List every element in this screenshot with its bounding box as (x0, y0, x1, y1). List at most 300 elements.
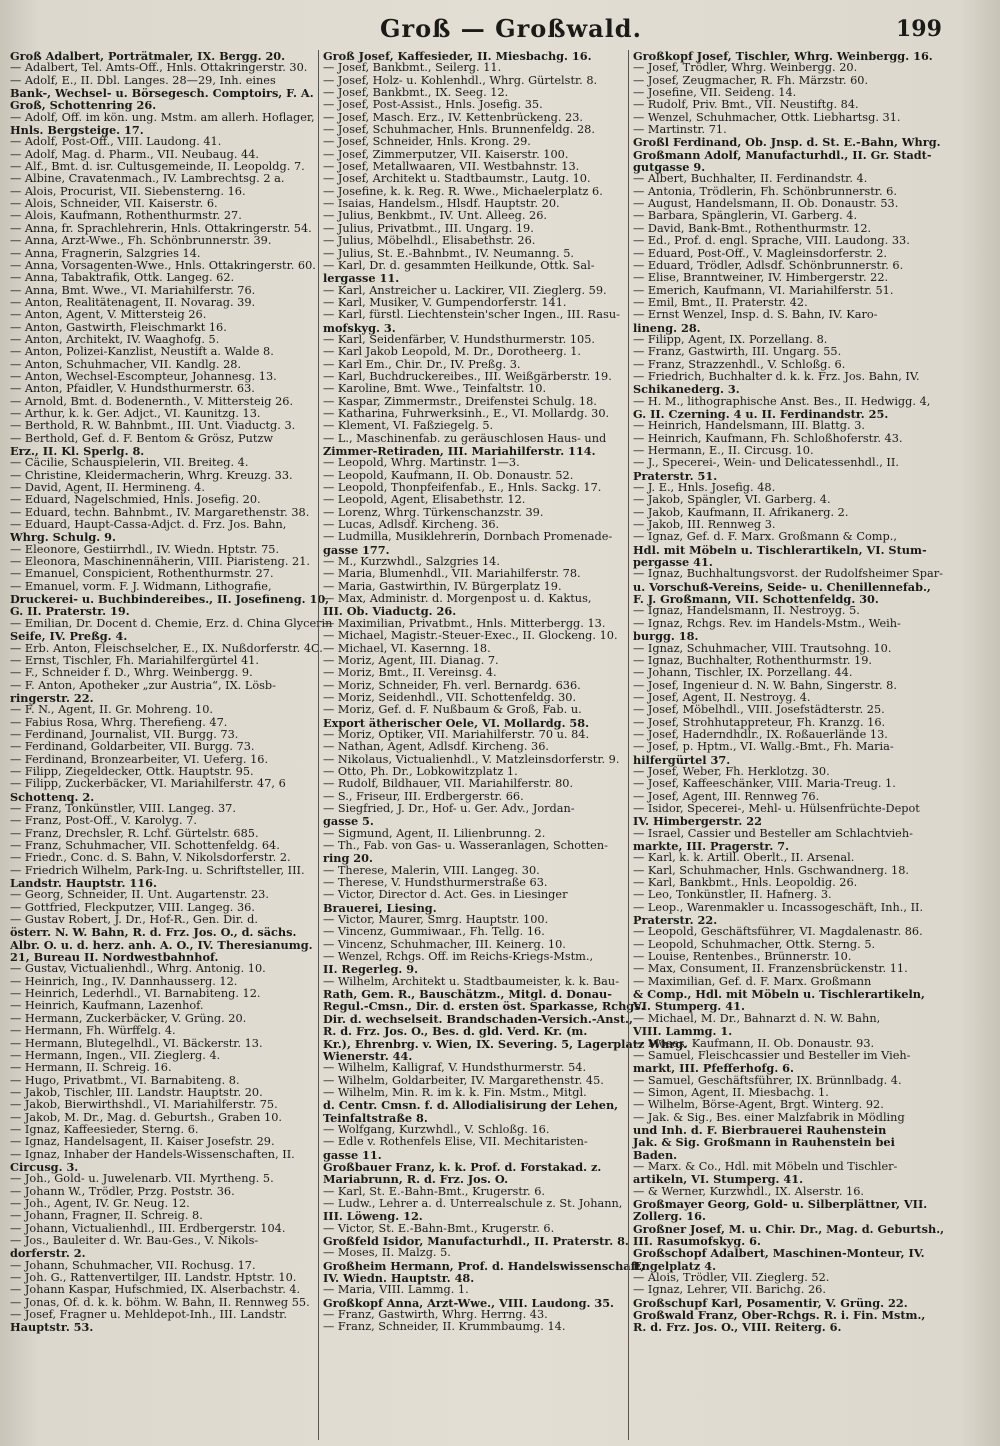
directory-entry-line: — Leopold, Schuhmacher, Ottk. Sterng. 5. (633, 937, 876, 951)
directory-entry-line: — Karl, Dr. d. gesammten Heilkunde, Ottk. Sal- (323, 258, 595, 272)
directory-entry-line: — Rudolf, Priv. Bmt., VII. Neustiftg. 84. (633, 98, 859, 112)
directory-entry-line: — Gottfried, Fleckputzer, VIII. Langeg. 36. (10, 900, 255, 914)
directory-entry-line: Großbauer Franz, k. k. Prof. d. Forstakad. z. (323, 1159, 602, 1174)
directory-entry-line: Druckerei- u. Buchbindereibes., II. Josefineng. 10, (10, 592, 330, 607)
directory-entry-line: — Lorenz, Whrg. Türkenschanzstr. 39. (323, 505, 544, 519)
directory-entry-line: — David, Bank-Bmt., Rothenthurmstr. 12. (633, 221, 872, 235)
directory-entry-line: — Moriz, Agent, III. Dianag. 7. (323, 653, 499, 667)
directory-entry-line: — Ignaz, Handelsagent, II. Kaiser Josefstr. 29. (10, 1135, 275, 1149)
directory-entry-line: — Alf., Bmt. d. isr. Cultusgemeinde, II. Leopoldg. 7. (10, 160, 305, 174)
directory-entry-line: — Anton, Agent, V. Mittersteig 26. (10, 308, 207, 322)
directory-entry-line: — Ferdinand, Journalist, VII. Burgg. 73. (10, 727, 239, 741)
directory-entry-line: — Victor, Director d. Act. Ges. in Liesinger (323, 888, 568, 902)
directory-entry-line: — Ignaz, Gef. d. F. Marx. Großmann & Comp., (633, 530, 897, 544)
directory-entry-line: — Michael, Magistr.-Steuer-Exec., II. Glockeng. 10. (323, 629, 618, 643)
directory-entry-line: — Maria, Blumenhdl., VII. Mariahilferstr. 78. (323, 567, 581, 581)
directory-entry-line: Großner Josef, M. u. Chir. Dr., Mag. d. Geburtsh., (633, 1221, 945, 1236)
directory-entry-line: — Anton, Realitätenagent, II. Novarag. 39. (10, 295, 256, 309)
directory-entry-line: — Josef, Strohhutappreteur, Fh. Kranzg. 16. (633, 715, 886, 729)
directory-entry-line: — Franz, Tonkünstler, VIII. Langeg. 37. (10, 801, 236, 815)
directory-entry-line: u. Vorschuß-Vereins, Seide- u. Chenillennefab., (633, 579, 931, 594)
directory-entry-line: — Moses, II. Malzg. 5. (323, 1246, 451, 1260)
directory-entry-line: — Anna, fr. Sprachlehrerin, Hnls. Ottakringerstr. 54. (10, 221, 312, 235)
directory-entry-line: — Moriz, Gef. d. F. Nußbaum & Groß, Fab. u. (323, 703, 582, 717)
directory-entry-line: Großheim Hermann, Prof. d. Handelswissenschaft, (323, 1258, 645, 1273)
directory-entry-line: Großl Ferdinand, Ob. Jnsp. d. St. E.-Bahn, Whrg. (633, 135, 941, 150)
directory-entry-line: — Heinrich, Kaufmann, Fh. Schloßhoferstr. 43. (633, 431, 903, 445)
directory-entry-line: — Wilhelm, Kalligraf, V. Hundsthurmerstr. 54. (323, 1061, 587, 1075)
directory-entry-line: III. Ob. Viaductg. 26. (323, 604, 457, 619)
directory-entry-line: — Eleonora, Maschinennäherin, VIII. Piaristeng. 21. (10, 555, 310, 569)
directory-entry-line: Großmann Adolf, Manufacturhdl., II. Gr. Stadt- (633, 147, 932, 162)
directory-entry-line: — Wilhelm, Börse-Agent, Brgt. Winterg. 92. (633, 1098, 884, 1112)
directory-entry-line: — Emanuel, Conspicient, Rothenthurmstr. 27. (10, 567, 274, 581)
directory-entry-line: — Josef, Post-Assist., Hnls. Josefig. 35. (323, 98, 543, 112)
directory-entry-line: — Antonia, Trödlerin, Fh. Schönbrunnerstr. 6. (633, 184, 897, 198)
directory-entry-line: — Hermann, II. Schreig. 16. (10, 1061, 172, 1075)
directory-entry-line: gasse 177. (323, 542, 390, 557)
column-3 (628, 50, 947, 1440)
directory-entry-line: — Moriz, Schneider, Fh. verl. Bernardg. 636. (323, 678, 581, 692)
directory-entry-line: — Adolf, E., II. Dbl. Langes. 28—29, Inh. eines (10, 73, 276, 87)
directory-entry-line: — Ferdinand, Bronzearbeiter, VI. Ueferg. 16. (10, 752, 269, 766)
directory-entry-line: — Eduard, Nagelschmied, Hnls. Josefig. 20. (10, 493, 261, 507)
directory-entry-line: — Eduard, Post-Off., V. Magleinsdorferstr. 2. (633, 246, 887, 260)
directory-entry-line: — Ignaz, Lehrer, VII. Barichg. 26. (633, 1283, 826, 1297)
directory-entry-line: — Anna, Vorsagenten-Wwe., Hnls. Ottakringerstr. 60. (10, 258, 316, 272)
directory-entry-line: — Adolf, Mag. d. Pharm., VII. Neubaug. 44. (10, 147, 260, 161)
directory-entry-line: — Ignaz, Inhaber der Handels-Wissenschaften, II. (10, 1147, 295, 1161)
directory-entry-line: Whrg. Schulg. 9. (10, 530, 116, 545)
directory-entry-line: — Leopold, Thonpfeifenfab., E., Hnls. Sackg. 17. (323, 481, 602, 495)
directory-entry-line: — Wilhelm, Min. R. im k. k. Fin. Mstm., Mitgl. (323, 1085, 587, 1099)
directory-entry-line: — Ludw., Lehrer a. d. Unterrealschule z. St. Johann, (323, 1196, 623, 1210)
directory-entry-line: Großwald Franz, Ober-Rchgs. R. i. Fin. Mstm., (633, 1308, 926, 1323)
directory-entry-line: — Franz, Strazzenhdl., V. Schloßg. 6. (633, 357, 846, 371)
directory-entry-line: — Wenzel, Rchgs. Off. im Reichs-Kriegs-Mstm., (323, 950, 594, 964)
directory-entry-line: Großkopf Josef, Tischler, Whrg. Weinbergg. 16. (633, 49, 933, 63)
directory-entry-line: — Franz, Gastwirth, III. Ungarg. 55. (633, 345, 842, 359)
directory-entry-line: — Franz, Schneider, II. Krummbaumg. 14. (323, 1320, 566, 1334)
directory-entry-line: — Friedrich Wilhelm, Park-Ing. u. Schriftsteller, III. (10, 863, 305, 877)
directory-entry-line: — Hermann, E., II. Circusg. 10. (633, 444, 814, 457)
directory-entry-line: ring 20. (323, 851, 373, 866)
directory-entry-line: — Filipp, Agent, IX. Porzellang. 8. (633, 332, 828, 346)
directory-entry-line: Kr.), Ehrenbrg. v. Wien, IX. Severing. 5, Lagerplatz Whrg. (323, 1036, 688, 1051)
directory-entry-line: Dir. d. wechselseit. Brandschaden-Versich.-Anst., (323, 1011, 633, 1026)
directory-entry-line: — Sigmund, Agent, II. Lilienbrunng. 2. (323, 826, 546, 840)
directory-entry-line: — Josef, p. Hptm., VI. Wallg.-Bmt., Fh. Maria- (633, 740, 894, 754)
directory-entry-line: — Leo, Tonkünstler, II. Hafnerg. 3. (633, 888, 832, 902)
directory-entry-line: Großschopf Adalbert, Maschinen-Monteur, IV. (633, 1246, 925, 1261)
directory-entry-line: — Josef, Metallwaaren, VII. Westbahnstr. 13. (323, 160, 580, 174)
directory-entry-line: III. Löweng. 12. (323, 1209, 423, 1224)
directory-entry-line: — Arnold, Bmt. d. Bodenernth., V. Mittersteig 26. (10, 394, 294, 408)
directory-entry-line: hilfergürtel 37. (633, 752, 731, 767)
directory-entry-line: — Julius, Benkbmt., IV. Unt. Alleeg. 26. (323, 209, 548, 223)
directory-entry-line: — Josefine, VII. Seideng. 14. (633, 86, 797, 100)
directory-entry-line: Albr. O. u. d. herz. anh. A. O., IV. Theresianumg. (10, 937, 313, 952)
directory-entry-line: Jak. & Sig. Großmann in Rauhenstein bei (633, 1135, 895, 1150)
directory-entry-line: — David, Agent, II. Hermineng. 4. (10, 481, 205, 495)
directory-entry-line: — Michael, M. Dr., Bahnarzt d. N. W. Bahn, (633, 1011, 881, 1025)
directory-entry-line: — Alois, Procurist, VII. Siebensterng. 16. (10, 184, 246, 198)
directory-entry-line: — Friedrich, Buchhalter d. k. k. Frz. Jos. Bahn, IV. (633, 369, 920, 383)
directory-entry-line: — Siegfried, J. Dr., Hof- u. Ger. Adv., Jordan- (323, 801, 575, 815)
directory-entry-line: — Victor, Maurer, Smrg. Hauptstr. 100. (323, 913, 549, 927)
directory-entry-line: Zimmer-Retiraden, III. Mariahilferstr. 114. (323, 444, 596, 458)
directory-entry-line: — Josef, Ingenieur d. N. W. Bahn, Singerstr. 8. (633, 678, 897, 692)
directory-entry-line: d. Centr. Cmsn. f. d. Allodialisirung der Lehen, (323, 1098, 619, 1113)
directory-entry-line: — Jakob, III. Rennweg 3. (633, 518, 776, 532)
directory-entry-line: — Louise, Rentenbes., Brünnerstr. 10. (633, 950, 852, 964)
directory-entry-line: — Josef, Agent, II. Nestroyg. 4. (633, 690, 811, 704)
directory-entry-line: dorferstr. 2. (10, 1246, 86, 1261)
directory-entry-line: — Josef, Masch. Erz., IV. Kettenbrückeng. 23. (323, 110, 584, 124)
directory-entry-line: Hdl. mit Möbeln u. Tischlerartikeln, VI. Stum- (633, 542, 927, 557)
directory-entry-line: und Inh. d. F. Bierbrauerei Rauhenstein (633, 1122, 887, 1137)
directory-entry-line: — Elise, Branntweiner, IV. Himbergerstr. 22. (633, 271, 889, 285)
directory-entry-line: — Anna, Arzt-Wwe., Fh. Schönbrunnerstr. 39. (10, 234, 272, 248)
directory-entry-line: — Eleonore, Gestiirrhdl., IV. Wiedn. Hptstr. 75. (10, 542, 280, 556)
directory-entry-line: — Julius, Möbelhdl., Elisabethstr. 26. (323, 234, 536, 248)
directory-entry-line: — Hermann, Ingen., VII. Zieglerg. 4. (10, 1048, 221, 1062)
directory-entry-line: — Anton, Polizei-Kanzlist, Neustift a. Walde 8. (10, 345, 274, 359)
page-number: 199 (896, 16, 942, 42)
directory-entry-line: — Eduard, Trödler, Adlsdf. Schönbrunnerstr. 6. (633, 258, 904, 272)
directory-entry-line: — Julius, Privatbmt., III. Ungarg. 19. (323, 221, 534, 235)
directory-entry-line: — Hermann, Blutegelhdl., VI. Bäckerstr. 13. (10, 1036, 263, 1050)
directory-entry-line: Engelplatz 4. (633, 1258, 717, 1273)
directory-entry-line: — Isaias, Handelsm., Hlsdf. Hauptstr. 20. (323, 197, 560, 211)
directory-entry-line: — Nikolaus, Victualienhdl., V. Matzleinsdorferstr. 9. (323, 752, 620, 766)
directory-entry-line: — Ignaz, Buchhalter, Rothenthurmstr. 19. (633, 653, 873, 667)
directory-entry-line: — Leopold, Agent, Elisabethstr. 12. (323, 493, 526, 507)
directory-entry-line: — Josef, Agent, III. Rennweg 76. (633, 789, 820, 803)
directory-entry-line: — Michael, VI. Kasernng. 18. (323, 641, 491, 655)
directory-entry-line: — Franz, Post-Off., V. Karolyg. 7. (10, 814, 197, 828)
directory-entry-line: — F., Schneider f. D., Whrg. Weinbergg. 9. (10, 666, 253, 680)
page-header (0, 14, 1000, 46)
directory-entry-line: — Josef, Bankbmt., IX. Seeg. 12. (323, 86, 509, 100)
directory-entry-line: F. J. Großmann, VII. Schottenfeldg. 30. (633, 592, 879, 607)
directory-entry-line: — Alois, Trödler, VII. Zieglerg. 52. (633, 1271, 830, 1285)
directory-entry-line: II. Regerleg. 9. (323, 962, 419, 977)
directory-entry-line: — Joh., Agent, IV. Gr. Neug. 12. (10, 1196, 190, 1210)
directory-entry-line: pergasse 41. (633, 555, 713, 570)
directory-entry-line: — Josef, Weber, Fh. Herklotzg. 30. (633, 764, 830, 778)
directory-entry-line: — Ludmilla, Musiklehrerin, Dornbach Promenade- (323, 530, 613, 544)
directory-entry-line: — Klement, VI. Faßziegelg. 5. (323, 419, 494, 433)
directory-entry-line: Regul.-Cmsn., Dir. d. ersten öst. Sparkasse, Rchgs. (323, 999, 645, 1014)
directory-entry-line: — Jakob, Spängler, VI. Garberg. 4. (633, 493, 831, 507)
directory-entry-line: — Christine, Kleidermacherin, Whrg. Kreuzg. 33. (10, 468, 293, 482)
directory-entry-line: — Karl Jakob Leopold, M. Dr., Dorotheerg. 1. (323, 345, 582, 359)
directory-entry-line: — Max, Consument, II. Franzensbrückenstr. 11. (633, 962, 908, 976)
directory-entry-line: Circusg. 3. (10, 1159, 79, 1174)
directory-entry-line: — F. Anton, Apotheker „zur Austria“, IX. Lösb- (10, 678, 276, 692)
directory-entry-line: — Vincenz, Gummiwaar., Fh. Tellg. 16. (323, 925, 545, 939)
directory-entry-line: — Leopold, Whrg. Martinstr. 1—3. (323, 456, 520, 470)
directory-entry-line: markt, III. Pfefferhofg. 6. (633, 1061, 794, 1076)
directory-entry-line: österr. N. W. Bahn, R. d. Frz. Jos. O., d. sächs. (10, 925, 297, 940)
directory-entry-line: — Anna, Fragnerin, Salzgries 14. (10, 246, 201, 260)
directory-entry-line: — H. M., lithographische Anst. Bes., II. Hedwigg. 4, (633, 394, 931, 408)
directory-entry-line: — L., Maschinenfab. zu geräuschlosen Haus- und (323, 431, 607, 445)
directory-entry-line: — Hermann, Zuckerbäcker, V. Grüng. 20. (10, 1011, 247, 1025)
directory-entry-line: — Josef, Schneider, Hnls. Krong. 29. (323, 135, 531, 149)
directory-entry-line: — Ignaz, Buchhaltungsvorst. der Rudolfsheimer Spar- (633, 567, 943, 581)
directory-entry-line: — Ignaz, Schuhmacher, VIII. Trautsohng. 10. (633, 641, 892, 655)
directory-entry-line: — Josef, Haderndhdlr., IX. Roßauerlände 13. (633, 727, 888, 741)
directory-entry-line: artikeln, VI. Stumperg. 41. (633, 1172, 804, 1187)
directory-entry-line: — Israel, Cassier und Besteller am Schlachtvieh- (633, 826, 913, 840)
directory-entry-line: — Emerich, Kaufmann, VI. Mariahilferstr. 51. (633, 283, 894, 297)
directory-entry-line: Praterstr. 51. (633, 468, 718, 483)
directory-entry-line: — J. E., Hnls. Josefig. 48. (633, 481, 776, 495)
directory-entry-line: — Eduard, Haupt-Cassa-Adjct. d. Frz. Jos. Bahn, (10, 518, 287, 532)
directory-entry-line: Teinfaltstraße 8. (323, 1110, 428, 1125)
directory-entry-line: — Anton, Schuhmacher, VII. Kandlg. 28. (10, 357, 242, 371)
directory-entry-line: — August, Handelsmann, II. Ob. Donaustr. 53. (633, 197, 899, 211)
page-title: Groß — Großwald. (380, 14, 642, 43)
directory-entry-line: — Anna, Bmt. Wwe., VI. Mariahilferstr. 76. (10, 283, 256, 297)
directory-entry-line: Groß Josef, Kaffesieder, II. Miesbachg. 16. (323, 49, 592, 63)
directory-entry-line: Seife, IV. Preßg. 4. (10, 629, 128, 644)
directory-entry-line: — Jos., Bauleiter d. Wr. Bau-Ges., V. Nikols- (10, 1234, 259, 1247)
directory-entry-line: — Isidor, Specerei-, Mehl- u. Hülsenfrüchte-Depot (633, 801, 920, 815)
directory-entry-line: Bank-, Wechsel- u. Börsegesch. Comptoirs, F. A. (10, 86, 314, 101)
directory-entry-line: — J., Specerei-, Wein- und Delicatessenhdl., II. (633, 456, 899, 470)
directory-entry-line: — Anna, Tabaktrafik, Ottk. Langeg. 62. (10, 271, 235, 285)
directory-entry-line: — Lucas, Adlsdf. Kircheng. 36. (323, 518, 500, 532)
directory-entry-line: — Georg, Schneider, II. Unt. Augartenstr. 23. (10, 888, 269, 902)
directory-entry-line: — Josef, Zimmerputzer, VII. Kaiserstr. 100. (323, 147, 569, 161)
directory-entry-line: — Jonas, Of. d. k. k. böhm. W. Bahn, II. Rennweg 55. (10, 1295, 310, 1309)
directory-entry-line: gasse 11. (323, 1147, 382, 1162)
directory-entry-line: — Heinrich, Ing., IV. Dannhausserg. 12. (10, 974, 238, 988)
directory-entry-line: — S., Friseur, III. Erdbergerstr. 66. (323, 789, 524, 803)
directory-entry-line: 21, Bureau II. Nordwestbahnhof. (10, 950, 219, 965)
directory-entry-line: — Nathan, Agent, Adlsdf. Kircheng. 36. (323, 740, 549, 754)
directory-entry-line: — Ernst Wenzel, Insp. d. S. Bahn, IV. Karo- (633, 308, 878, 322)
directory-entry-line: Großschupf Karl, Posamentir, V. Grüng. 22. (633, 1295, 908, 1310)
directory-entry-line: — Maria, VIII. Lammg. 1. (323, 1283, 469, 1297)
directory-entry-line: — Vincenz, Schuhmacher, III. Keinerg. 10. (323, 937, 566, 951)
directory-entry-line: — Johann, Tischler, IX. Porzellang. 44. (633, 666, 853, 680)
directory-entry-line: — Franz, Schuhmacher, VII. Schottenfeldg. 64. (10, 839, 280, 852)
directory-entry-line: — Jakob, M. Dr., Mag. d. Geburtsh., Graben 10. (10, 1110, 282, 1124)
directory-entry-line: — Anton, Architekt, IV. Waaghofg. 5. (10, 332, 220, 346)
directory-entry-line: — Fabius Rosa, Whrg. Therefieng. 47. (10, 715, 228, 729)
directory-entry-line: — Franz, Gastwirth, Whrg. Herrng. 43. (323, 1308, 548, 1322)
directory-entry-line: — Ignaz, Rchgs. Rev. im Handels-Mstm., Weih- (633, 616, 901, 630)
directory-entry-line: — Ignaz, Kaffeesieder, Sterng. 6. (10, 1122, 199, 1136)
directory-entry-line: — Emilian, Dr. Docent d. Chemie, Erz. d. China Glycerin (10, 616, 333, 630)
directory-entry-line: — Karoline, Bmt. Wwe., Teinfaltstr. 10. (323, 382, 547, 396)
directory-entry-line: Wienerstr. 44. (323, 1048, 413, 1063)
directory-entry-line: — Wolfgang, Kurzwhdl., V. Schloßg. 16. (323, 1122, 550, 1136)
directory-entry-line: — Josef, Holz- u. Kohlenhdl., Whrg. Gürtelstr. 8. (323, 73, 598, 87)
directory-entry-line: — Maximilian, Gef. d. F. Marx. Großmann (633, 974, 872, 988)
directory-entry-line: — Johann Kaspar, Hufschmied, IX. Alserbachstr. 4. (10, 1283, 301, 1297)
directory-entry-line: — Leopold, Kaufmann, II. Ob. Donaustr. 52. (323, 468, 574, 482)
directory-entry-line: — Hermann, Fh. Würffelg. 4. (10, 1024, 176, 1038)
directory-entry-line: — Jakob, Bierwirthshdl., VI. Mariahilferstr. 75. (10, 1098, 278, 1112)
directory-entry-line: — Simon, Agent, II. Miesbachg. 1. (633, 1085, 829, 1099)
directory-entry-line: — Johann, Victualienhdl., III. Erdbergerstr. 104. (10, 1221, 286, 1235)
directory-entry-line: — Joh., Gold- u. Juwelenarb. VII. Myrtheng. 5. (10, 1172, 274, 1186)
directory-entry-line: G. II. Czerning. 4 u. II. Ferdinandstr. 25. (633, 406, 889, 421)
directory-entry-line: — Karl, Bankbmt., Hnls. Leopoldig. 26. (633, 876, 858, 890)
directory-entry-line: — Julius, St. E.-Bahnbmt., IV. Neumanng. 5. (323, 246, 574, 260)
directory-entry-line: — Arthur, k. k. Ger. Adjct., VI. Kaunitzg. 13. (10, 406, 261, 420)
directory-entry-line: — Moriz, Bmt., II. Vereinsg. 4. (323, 666, 497, 680)
directory-entry-line: — Alois, Schneider, VII. Kaiserstr. 6. (10, 197, 218, 211)
directory-entry-line: — Erb. Anton, Fleischselcher, E., IX. Nußdorferstr. 4C. (10, 641, 323, 655)
directory-entry-line: — Gustav Robert, J. Dr., Hof-R., Gen. Dir. d. (10, 913, 258, 927)
directory-entry-line: — Maximilian, Privatbmt., Hnls. Mitterbergg. 13. (323, 616, 606, 630)
directory-entry-line: markte, III. Pragerstr. 7. (633, 839, 789, 853)
directory-entry-line: — Marx. & Co., Hdl. mit Möbeln und Tischler- (633, 1159, 898, 1173)
directory-entry-line: — Leopold, Geschäftsführer, VI. Magdalenastr. 86. (633, 925, 923, 939)
directory-entry-line: Schottenq. 2. (10, 789, 95, 804)
directory-entry-line: Hnls. Bergsteige. 17. (10, 123, 144, 138)
directory-entry-line: — Karl, St. E.-Bahn-Bmt., Krugerstr. 6. (323, 1184, 545, 1198)
directory-entry-line: gutgasse 9. (633, 160, 706, 175)
directory-entry-line: — Moriz, Seidenhdl., VII. Schottenfeldg. 30. (323, 690, 577, 704)
directory-entry-line: — Otto, Ph. Dr., Lobkowitzplatz 1. (323, 764, 518, 778)
directory-entry-line: — Karl, Seidenfärber, V. Hundsthurmerstr. 105. (323, 332, 595, 346)
directory-entry-line: — Katharina, Fuhrwerksinh., E., VI. Mollardg. 30. (323, 406, 610, 420)
directory-entry-line: — Ernst, Tischler, Fh. Mariahilfergürtel 41. (10, 653, 259, 667)
directory-entry-line: — Karl, Schuhmacher, Hnls. Gschwandnerg. 18. (633, 863, 910, 877)
directory-entry-line: — Emil, Bmt., II. Praterstr. 42. (633, 295, 808, 309)
directory-entry-line: lineng. 28. (633, 320, 701, 335)
directory-entry-line: Mariabrunn, R. d. Frz. Jos. O. (323, 1172, 509, 1187)
directory-entry-line: — Adolf, Post-Off., VIII. Laudong. 41. (10, 135, 222, 149)
directory-entry-line: — Josef, Kaffeeschänker, VIII. Maria-Treug. 1. (633, 777, 896, 791)
directory-entry-line: G. II. Praterstr. 19. (10, 604, 130, 619)
directory-entry-line: — Jakob, Kaufmann, II. Afrikanerg. 2. (633, 505, 849, 519)
directory-entry-line: — Karl, k. k. Artill. Oberlt., II. Arsenal. (633, 851, 855, 865)
directory-entry-line: Schikanederg. 3. (633, 382, 740, 397)
directory-entry-line: III. Rasumofskyg. 6. (633, 1234, 761, 1248)
directory-entry-line: — Jakob, Tischler, III. Landstr. Hauptstr. 20. (10, 1085, 263, 1099)
directory-entry-line: Baden. (633, 1147, 678, 1162)
directory-entry-line: burgg. 18. (633, 629, 699, 644)
directory-entry-line: — Heinrich, Handelsmann, III. Blattg. 3. (633, 419, 865, 433)
directory-entry-line: — Hugo, Privatbmt., VI. Barnabiteng. 8. (10, 1073, 240, 1087)
directory-entry-line: — Franz, Drechsler, R. Lchf. Gürtelstr. 685. (10, 826, 259, 840)
directory-entry-line: — Wenzel, Schuhmacher, Ottk. Liebhartsg. 31. (633, 110, 901, 124)
directory-entry-line: — Barbara, Spänglerin, VI. Garberg. 4. (633, 209, 858, 223)
directory-entry-line: — Adalbert, Tel. Amts-Off., Hnls. Ottakringerstr. 30. (10, 61, 308, 75)
directory-entry-line: VI. Stumperg. 41. (633, 999, 745, 1014)
directory-entry-line: — Therese, Malerin, VIII. Langeg. 30. (323, 863, 540, 877)
directory-entry-line: VIII. Lammg. 1. (633, 1024, 733, 1039)
directory-entry-line: — Samuel, Fleischcassier und Besteller im Vieh- (633, 1048, 911, 1062)
directory-entry-line: — Rudolf, Bildhauer, VII. Mariahilferstr. 80. (323, 777, 574, 791)
directory-entry-line: — Martinstr. 71. (633, 123, 727, 137)
directory-entry-line: — Josefine, k. k. Reg. R. Wwe., Michaelerplatz 6. (323, 184, 603, 198)
directory-entry-line: — F. N., Agent, II. Gr. Mohreng. 10. (10, 703, 214, 717)
directory-entry-line: — Karl, Musiker, V. Gumpendorferstr. 141. (323, 295, 567, 309)
directory-entry-line: — Kaspar, Zimmermstr., Dreifenstei Schulg. 18. (323, 394, 597, 408)
directory-entry-line: — Joh. G., Rattenvertilger, III. Landstr. Hptstr. 10. (10, 1271, 297, 1285)
directory-entry-line: — Heinrich, Lederhdl., VI. Barnabiteng. 12. (10, 987, 261, 1001)
directory-entry-line: — Anton, Wechsel-Escompteur, Johannesg. 13. (10, 369, 277, 383)
directory-entry-line: — Karl, Anstreicher u. Lackirer, VII. Zieglerg. 59. (323, 283, 607, 297)
directory-entry-line: — Josef, Fragner u. Mehldepot-Inh., III. Landstr. (10, 1308, 287, 1322)
directory-entry-line: IV. Himbergerstr. 22 (633, 814, 763, 829)
directory-entry-line: — Albert, Buchhalter, II. Ferdinandstr. 4. (633, 172, 868, 186)
directory-entry-line: — Emanuel, vorm. F. J. Widmann, Lithografie, (10, 579, 272, 593)
directory-entry-line: — Filipp, Ziegeldecker, Ottk. Hauptstr. 95. (10, 764, 254, 778)
directory-entry-line: — Heinrich, Kaufmann, Lazenhof. (10, 999, 204, 1013)
directory-entry-line: — Ignaz, Handelsmann, II. Nestroyg. 5. (633, 604, 860, 618)
directory-entry-line: Hauptstr. 53. (10, 1320, 94, 1335)
directory-entry-line: Großkopf Anna, Arzt-Wwe., VIII. Laudong. 35. (323, 1295, 614, 1310)
directory-entry-line: — Josef, Architekt u. Stadtbaumstr., Lautg. 10. (323, 172, 591, 186)
directory-entry-line: Praterstr. 22. (633, 913, 718, 928)
directory-entry-line: — Alois, Kaufmann, Rothenthurmstr. 27. (10, 209, 242, 223)
directory-entry-line: — Karl Em., Chir. Dr., IV. Preßg. 3. (323, 357, 521, 371)
directory-entry-line: — Jak. & Sig., Bes. einer Malzfabrik in Mödling (633, 1110, 905, 1124)
directory-entry-line: — Edle v. Rothenfels Elise, VII. Mechitaristen- (323, 1135, 588, 1149)
directory-entry-line: — Moses, Kaufmann, II. Ob. Donaustr. 93. (633, 1036, 875, 1050)
directory-entry-line: — Adolf, Off. im kön. ung. Mstm. am allerh. Hoflager, (10, 110, 315, 124)
directory-entry-line: Brauerei, Liesing. (323, 900, 437, 915)
directory-entry-line: Großfeld Isidor, Manufacturhdl., II. Praterstr. 8. (323, 1234, 629, 1248)
directory-entry-line: Zollerg. 16. (633, 1209, 706, 1224)
directory-entry-line: IV. Wiedn. Hauptstr. 48. (323, 1271, 475, 1286)
directory-entry-line: — Karl, Buchdruckereibes., III. Weißgärberstr. 19. (323, 369, 612, 383)
directory-entry-line: — Filipp, Zuckerbäcker, VI. Mariahilferstr. 47, 6 (10, 777, 286, 791)
directory-entry-line: — Karl, fürstl. Liechtenstein'scher Ingen., III. Rasu- (323, 308, 620, 322)
directory-entry-line: R. d. Frz. Jos. O., VIII. Reiterg. 6. (633, 1320, 842, 1335)
directory-entry-line: — Josef, Trödler, Whrg. Weinbergg. 20. (633, 61, 858, 75)
directory-entry-line: Großmayer Georg, Gold- u. Silberplättner, VII. (633, 1196, 928, 1211)
directory-entry-line: — Ed., Prof. d. engl. Sprache, VIII. Laudong. 33. (633, 234, 910, 248)
directory-entry-line: gasse 5. (323, 814, 374, 829)
directory-entry-line: Export ätherischer Oele, VI. Mollardg. 58. (323, 715, 590, 730)
directory-entry-line: — Gustav, Victualienhdl., Whrg. Antonig. 10. (10, 962, 266, 976)
directory-entry-line: — Therese, V. Hundsthurmerstraße 63. (323, 876, 548, 890)
directory-entry-line: — Eduard, techn. Bahnbmt., IV. Margarethenstr. 38. (10, 505, 310, 519)
directory-entry-line: — Berthold, Gef. d. F. Bentom & Grösz, Putzw (10, 431, 274, 445)
directory-entry-line: — Johann W., Trödler, Przg. Poststr. 36. (10, 1184, 235, 1198)
directory-entry-line: Landstr. Hauptstr. 116. (10, 876, 157, 891)
directory-entry-line: — Wilhelm, Goldarbeiter, IV. Margarethenstr. 45. (323, 1073, 604, 1087)
directory-entry-line: — Victor, St. E.-Bahn-Bmt., Krugerstr. 6. (323, 1221, 555, 1235)
directory-entry-line: Groß Adalbert, Porträtmaler, IX. Bergg. 20. (10, 49, 286, 63)
directory-entry-line: — Josef, Zeugmacher, R. Fh. Märzstr. 60. (633, 73, 869, 87)
directory-entry-line: ringerstr. 22. (10, 690, 94, 705)
directory-entry-line: & Comp., Hdl. mit Möbeln u. Tischlerartikeln, (633, 987, 925, 1002)
directory-entry-line: R. d. Frz. Jos. O., Bes. d. gld. Verd. Kr. (m. (323, 1024, 588, 1039)
directory-entry-line: — M., Kurzwhdl., Salzgries 14. (323, 555, 500, 569)
directory-entry-line: — Ferdinand, Goldarbeiter, VII. Burgg. 73. (10, 740, 255, 754)
directory-entry-line: — Berthold, R. W. Bahnbmt., III. Unt. Viaductg. 3. (10, 419, 296, 433)
directory-entry-line: mofskyg. 3. (323, 320, 396, 335)
directory-entry-line: — Leop., Warenmakler u. Incassogeschäft, Inh., II. (633, 900, 924, 914)
directory-entry-line: — Josef, Bankbmt., Seilerg. 11. (323, 61, 502, 75)
directory-entry-line: — & Werner, Kurzwhdl., IX. Alserstr. 16. (633, 1184, 864, 1198)
directory-entry-line: — Max, Administr. d. Morgenpost u. d. Kaktus, (323, 592, 592, 606)
directory-entry-line: — Albine, Cravatenmach., IV. Lambrechtsg. 2 a. (10, 172, 285, 186)
directory-entry-line: — Anton, Gastwirth, Fleischmarkt 16. (10, 320, 227, 334)
